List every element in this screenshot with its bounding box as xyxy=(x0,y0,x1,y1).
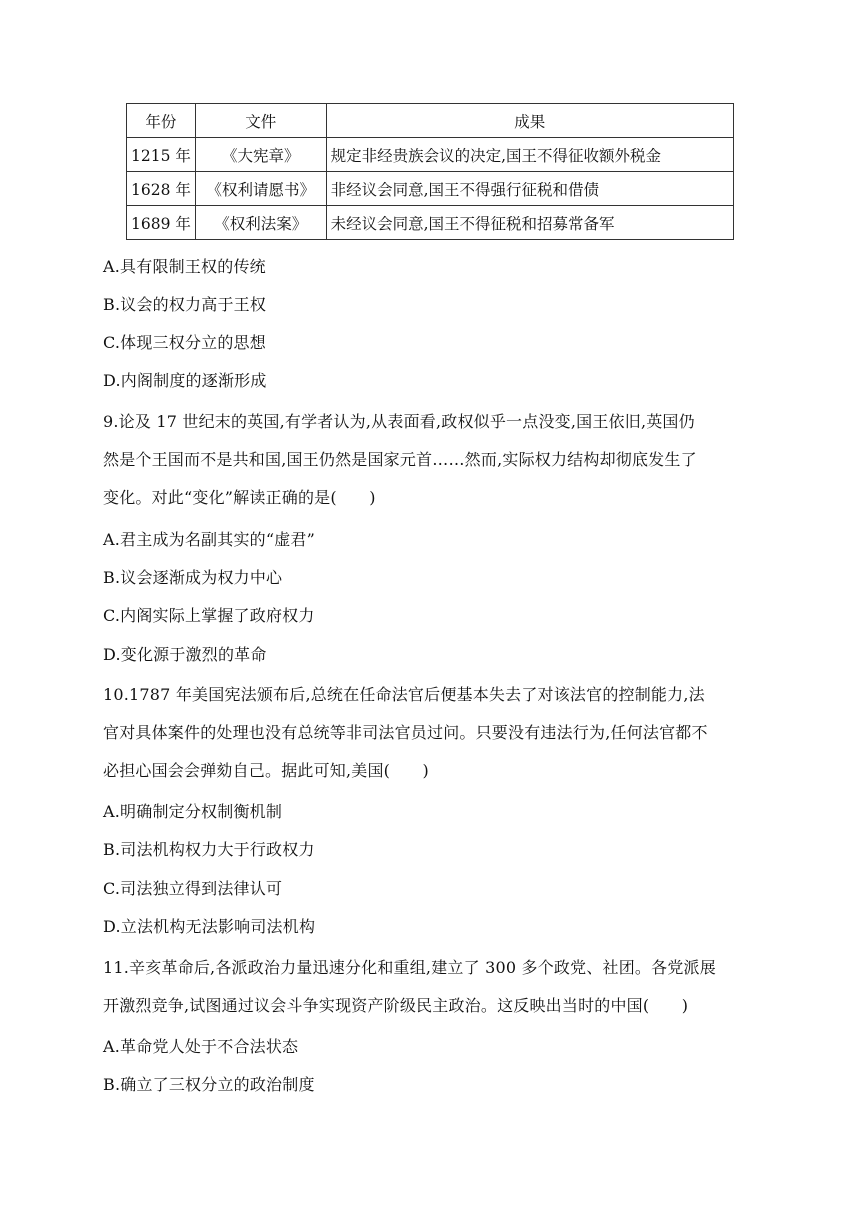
q10-option-d: D.立法机构无法影响司法机构 xyxy=(103,917,316,936)
q9-stem-line: 9.论及 17 世纪末的英国,有学者认为,从表面看,政权似乎一点没变,国王依旧,英国仍 xyxy=(103,412,695,431)
table-row xyxy=(127,172,734,206)
q9-option-c: C.内阁实际上掌握了政府权力 xyxy=(103,606,315,625)
cell-year: 1689 年 xyxy=(127,206,196,240)
q10-option-a: A.明确制定分权制衡机制 xyxy=(103,802,283,821)
cell-document: 《大宪章》 xyxy=(195,138,326,172)
header-year: 年份 xyxy=(127,104,196,138)
table-row xyxy=(127,206,734,240)
cell-result: 未经议会同意,国王不得征税和招募常备军 xyxy=(326,206,733,240)
q10-stem-line: 官对具体案件的处理也没有总统等非司法官员过问。只要没有违法行为,任何法官都不 xyxy=(103,723,708,742)
cell-result: 规定非经贵族会议的决定,国王不得征收额外税金 xyxy=(326,138,733,172)
cell-document: 《权利法案》 xyxy=(195,206,326,240)
cell-result: 非经议会同意,国王不得强行征税和借债 xyxy=(326,172,733,206)
q11-stem-line: 11.辛亥革命后,各派政治力量迅速分化和重组,建立了 300 多个政党、社团。各党派展 xyxy=(103,958,716,977)
q10-option-b: B.司法机构权力大于行政权力 xyxy=(103,840,315,859)
q11-option-b: B.确立了三权分立的政治制度 xyxy=(103,1075,315,1094)
q10-stem-line: 10.1787 年美国宪法颁布后,总统在任命法官后便基本失去了对该法官的控制能力,法 xyxy=(103,685,705,704)
q8-option-b: B.议会的权力高于王权 xyxy=(103,295,267,314)
q10-stem-line: 必担心国会会弹劾自己。据此可知,美国( ) xyxy=(103,761,429,780)
q9-option-d: D.变化源于激烈的革命 xyxy=(103,645,267,664)
table-header-row xyxy=(127,104,734,138)
cell-year: 1628 年 xyxy=(127,172,196,206)
q8-option-c: C.体现三权分立的思想 xyxy=(103,333,266,352)
cell-document: 《权利请愿书》 xyxy=(195,172,326,206)
q9-stem-line: 然是个王国而不是共和国,国王仍然是国家元首……然而,实际权力结构却彻底发生了 xyxy=(103,450,697,469)
table-row xyxy=(127,138,734,172)
q11-stem-line: 开激烈竞争,试图通过议会斗争实现资产阶级民主政治。这反映出当时的中国( ) xyxy=(103,996,689,1015)
q9-stem-line: 变化。对此“变化”解读正确的是( ) xyxy=(103,488,376,507)
q8-option-d: D.内阁制度的逐渐形成 xyxy=(103,371,267,390)
q10-option-c: C.司法独立得到法律认可 xyxy=(103,879,283,898)
header-document: 文件 xyxy=(195,104,326,138)
history-documents-table xyxy=(126,103,734,240)
q8-option-a: A.具有限制王权的传统 xyxy=(103,257,266,276)
header-result: 成果 xyxy=(326,104,733,138)
q9-option-b: B.议会逐渐成为权力中心 xyxy=(103,568,283,587)
q9-option-a: A.君主成为名副其实的“虚君” xyxy=(103,530,316,549)
cell-year: 1215 年 xyxy=(127,138,196,172)
q11-option-a: A.革命党人处于不合法状态 xyxy=(103,1037,299,1056)
